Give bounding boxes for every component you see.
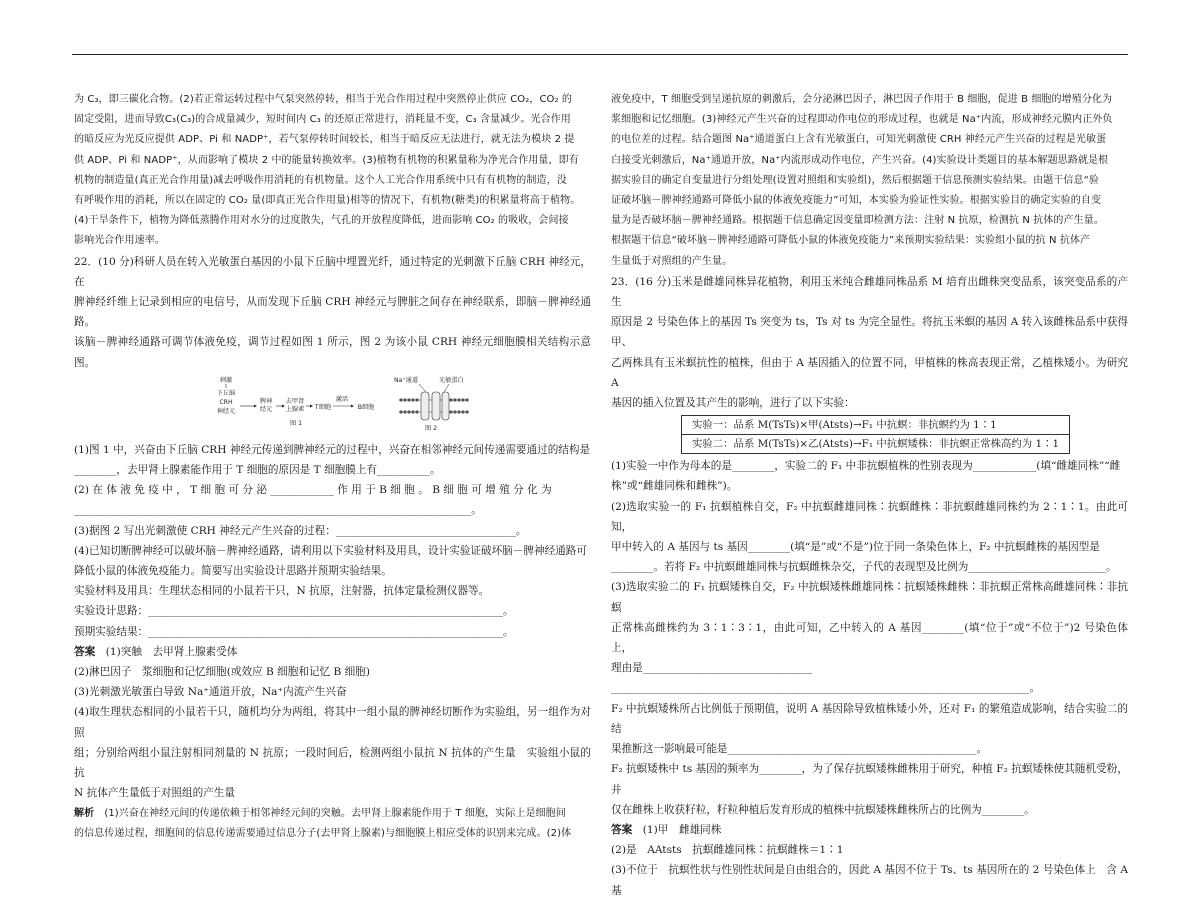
question-line: 理由是________________________________ — [611, 662, 813, 675]
question-line: _______________________________________________________________________________。 — [611, 682, 1041, 695]
question-line: (4)已知切断脾神经可以破坏脑－脾神经通路，请利用以下实验材料及用具，设计实验证破坏脑－脾神经通路可 — [74, 544, 587, 557]
right-column — [611, 90, 1128, 901]
table-row — [682, 416, 1070, 435]
analysis-line: 有呼吸作用的消耗，所以在固定的 CO₂ 量(即真正光合作用量)相等的情况下，有机物(糖类)的积累量将高于植物。 — [74, 195, 581, 207]
question-line: 实验设计思路：___________________________________________________________________。 — [74, 605, 514, 618]
question-line: 仅在雌株上收获籽粒，籽粒种植后发育形成的植株中抗螟矮株雌株所占的比例为________。 — [611, 803, 1035, 816]
question-line: F₂ 抗螟矮株中 ts 基因的频率为________，为了保存抗螟矮株雌株用于研究，种植 F₂ 抗螟矮株使其随机受粉，并 — [611, 763, 1128, 796]
analysis-line: 生量低于对照组的产生量。 — [611, 255, 733, 267]
answer-label: 答案 — [611, 823, 633, 836]
answer-line: (4)取生理状态相同的小鼠若干只，随机均分为两组，将其中一组小鼠的脾神经切断作为实验组，另一组作为对照 — [74, 706, 591, 739]
question-line: 果推断这一影响最可能是_______________________________________________。 — [611, 743, 988, 756]
analysis-line: 浆细胞和记忆细胞。(3)神经元产生兴奋的过程即动作电位的形成过程，也就是 Na⁺内流，形成神经元膜内正外负 — [611, 114, 1113, 126]
header-rule — [72, 54, 1128, 55]
question-line: 降低小鼠的体液免疫能力。简要写出实验设计思路并预期实验结果。 — [74, 565, 392, 578]
analysis-line: 的暗反应为光反应提供 ADP、Pi 和 NADP⁺，若气泵停转时间较长，相当于暗反应无法进行，就无法为模块 2 提 — [74, 134, 575, 146]
question-23-intro: 基因的插入位置及其产生的影响，进行了以下实验： — [611, 397, 855, 410]
fig-text: CRH — [219, 398, 233, 406]
question-23-intro: 乙两株具有玉米螟抗性的植株，但由于 A 基因插入的位置不同，甲植株的株高表现正常，乙植株矮小。为研究 A — [611, 356, 1128, 389]
analysis-line: 机物的制造量(真正光合作用量)减去呼吸作用消耗的有机物量。这个人工光合作用系统中只有有机物的制造，没 — [74, 174, 567, 186]
analysis-label: 解析 — [74, 807, 95, 819]
analysis-line: 的电位差的过程。结合题图 Na⁺通道蛋白上含有光敏蛋白，可知光刺激使 CRH 神经元产生兴奋的过程是光敏蛋 — [611, 134, 1107, 146]
fig-text: 去甲肾 — [285, 397, 305, 405]
question-line: ___________________________________________________________________________。 — [74, 504, 482, 517]
question-line: ________。若将 F₂ 中抗螟雌雄同株与抗螟雌株杂交，子代的表现型及比例为__________________________。 — [611, 561, 1117, 574]
figure-area — [74, 374, 591, 438]
answer-text: (1)突触 去甲肾上腺素受体 — [105, 645, 238, 658]
analysis-line: 液免疫中，T 细胞受到呈递抗原的刺激后，会分泌淋巴因子，淋巴因子作用于 B 细胞，促进 B 细胞的增殖分化为 — [611, 94, 1113, 105]
question-23-intro: 原因是 2 号染色体上的基因 Ts 突变为 ts，Ts 对 ts 为完全显性。将抗玉米螟的基因 A 转入该雌株品系中获得甲、 — [611, 316, 1128, 349]
analysis-line: 据实验目的确定自变量进行分组处理(设置对照组和实验组)，然后根据题干信息预测实验结果。由题干信息“验 — [611, 174, 1099, 186]
analysis-line: (4)干旱条件下，植物为降低蒸腾作用对水分的过度散失，气孔的开放程度降低，进而影响 CO₂ 的吸收，会间接 — [74, 215, 569, 227]
answer-line: (2)是 AAtsts 抗螟雌雄同株∶抗螟雌株＝1∶1 — [611, 844, 844, 857]
fig-text: Na⁺通道 — [394, 376, 419, 384]
answer-line — [74, 642, 591, 662]
figure-1-flow — [217, 376, 375, 427]
question-line: ________，去甲肾上腺素能作用于 T 细胞的原因是 T 细胞膜上有__________。 — [74, 464, 441, 477]
fig-caption: 图 2 — [424, 424, 438, 432]
question-line: (3)据图 2 写出光刺激使 CRH 神经元产生兴奋的过程：__________________________________。 — [74, 524, 527, 537]
question-line: (2) 在 体 液 免 疫 中 ， T 细 胞 可 分 泌 ____________ 作 用 于 B 细 胞 。 B 细 胞 可 增 殖 分 化 为 — [74, 484, 552, 497]
answer-text: (1)甲 雌雄同株 — [642, 823, 722, 836]
analysis-line: 影响光合作用速率。 — [74, 235, 165, 247]
answer-line — [611, 820, 1128, 840]
question-23-intro: 23．(16 分)玉米是雌雄同株异花植物，利用玉米纯合雌雄同株品系 M 培育出雌株突变品系，该突变品系的产生 — [611, 275, 1128, 309]
analysis-line: 证破坏脑－脾神经通路可降低小鼠的体液免疫能力”可知，本实验为验证性实验。根据实验目的确定实验的自变 — [611, 195, 1102, 207]
answer-line: (3)光刺激光敏蛋白导致 Na⁺通道开放，Na⁺内流产生兴奋 — [74, 686, 347, 699]
fig-text: 脾神 — [259, 397, 273, 405]
question-line: 株”或“雌雄同株和雌株”)。 — [611, 480, 738, 493]
question-line: 预期实验结果：___________________________________________________________________。 — [74, 625, 514, 638]
question-line: (3)选取实验二的 F₁ 抗螟矮株自交，F₂ 中抗螟矮株雌雄同株∶抗螟矮株雌株∶非抗螟正常株高雌雄同株∶非抗螟 — [611, 581, 1128, 614]
table-cell: 实验一：品系 M(TsTs)×甲(Atsts)→F₁ 中抗螟：非抗螟约为 1∶1 — [682, 416, 1070, 435]
analysis-line: 量为是否破坏脑－脾神经通路。根据题干信息确定因变量即检测方法：注射 N 抗原，检测抗 N 抗体的产生量。 — [611, 215, 1104, 227]
answer-line: (2)淋巴因子 浆细胞和记忆细胞(或效应 B 细胞和记忆 B 细胞) — [74, 666, 370, 679]
analysis-line: 供 ADP、Pi 和 NADP⁺，从而影响了模块 2 中的能量转换效率。(3)植物有机物的积累量称为净光合作用量，即有 — [74, 154, 579, 166]
analysis-line: 的信息传递过程，细胞间的信息传递需要通过信息分子(去甲肾上腺素)与细胞膜上相应受体的识别来完成。(2)体 — [74, 827, 572, 839]
question-line: 实验材料及用具：生理状态相同的小鼠若干只，N 抗原，注射器，抗体定量检测仪器等。 — [74, 585, 490, 598]
analysis-line: 固定受阻，进而导致C₃(C₃)的合成量减少，短时间内 C₃ 的还原正常进行，消耗量不变，C₃ 含量减少。光合作用 — [74, 114, 571, 126]
fig-text: 激活 — [335, 395, 349, 403]
fig-caption: 图 1 — [289, 419, 303, 427]
answer-line: (3)不位于 抗螟性状与性别性状间是自由组合的，因此 A 基因不位于 Ts、ts 基因所在的 2 号染色体上 含 A 基 — [611, 864, 1128, 897]
answer-label: 答案 — [74, 645, 96, 658]
figure-2-membrane — [394, 376, 469, 432]
question-line: 正常株高雌株约为 3∶1∶3∶1，由此可知，乙中转入的 A 基因________(填“位于”或“不位于”)2 号染色体上， — [611, 621, 1128, 655]
analysis-line — [74, 804, 591, 824]
fig-text: 刺激 — [219, 376, 233, 384]
answer-line: N 抗体产生量低于对照组的产生量 — [74, 787, 235, 800]
question-line: (1)图 1 中，兴奋由下丘脑 CRH 神经元传递到脾神经元的过程中，兴奋在相邻神经元间传递需要通过的结构是 — [74, 443, 591, 456]
question-line: F₂ 中抗螟矮株所占比例低于预期值，说明 A 基因除导致植株矮小外，还对 F₁ 的繁殖造成影响，结合实验二的结 — [611, 702, 1128, 735]
fig-text: 神经元 — [216, 407, 236, 415]
left-column — [74, 90, 591, 844]
table-cell: 实验二：品系 M(TsTs)×乙(Atsts)→F₁ 中抗螟矮株：非抗螟正常株高约为 1∶1 — [682, 435, 1070, 454]
question-22-intro: 该脑－脾神经通路可调节体液免疫，调节过程如图 1 所示，图 2 为该小鼠 CRH 神经元细胞膜相关结构示意图。 — [74, 336, 591, 369]
analysis-line: 白接受光刺激后，Na⁺通道开放，Na⁺内流形成动作电位，产生兴奋。(4)实验设计类题目的基本解题思路就是根 — [611, 154, 1109, 166]
answer-line: 组；分别给两组小鼠注射相同剂量的 N 抗原；一段时间后，检测两组小鼠抗 N 抗体的产生量 实验组小鼠的抗 — [74, 746, 591, 780]
question-22-intro: 脾神经纤维上记录到相应的电信号，从而发现下丘脑 CRH 神经元与脾脏之间存在神经联系，即脑－脾神经通路。 — [74, 296, 591, 329]
analysis-line: 为 C₃，即三碳化合物。(2)若正常运转过程中气泵突然停转，相当于光合作用过程中突然停止供应 CO₂，CO₂ 的 — [74, 94, 573, 105]
fig-text: 上腺素 — [285, 405, 305, 413]
question-22-intro: 22．(10 分)科研人员在转入光敏蛋白基因的小鼠下丘脑中埋置光纤，通过特定的光刺激下丘脑 CRH 神经元，在 — [74, 255, 591, 288]
table-row — [682, 435, 1070, 454]
experiment-table — [681, 415, 1070, 454]
fig-text: T细胞 — [314, 403, 332, 411]
fig-text: 经元 — [259, 405, 273, 413]
figure-svg — [74, 374, 591, 438]
analysis-text: (1)兴奋在神经元间的传递依赖于相邻神经元间的突触。去甲肾上腺素能作用于 T 细胞，实际上是细胞间 — [104, 807, 566, 819]
question-line: (2)选取实验一的 F₁ 抗螟植株自交，F₂ 中抗螟雌雄同株∶抗螟雌株∶非抗螟雌雄同株约为 2∶1∶1。由此可知， — [611, 500, 1128, 533]
analysis-line: 根据题干信息“破坏脑－脾神经通路可降低小鼠的体液免疫能力”来预期实验结果：实验组小鼠的抗 N 抗体产 — [611, 235, 1091, 247]
fig-text: 下丘脑 — [216, 389, 236, 397]
fig-text: 光敏蛋白 — [439, 376, 464, 384]
question-line: (1)实验一中作为母本的是________，实验二的 F₁ 中非抗螟植株的性别表现为____________(填“雌雄同株”“雌 — [611, 460, 1121, 473]
fig-text: B细胞 — [357, 403, 375, 411]
question-line: 甲中转入的 A 基因与 ts 基因________(填“是”或“不是”)位于同一条染色体上，F₂ 中抗螟雌株的基因型是 — [611, 541, 1100, 554]
